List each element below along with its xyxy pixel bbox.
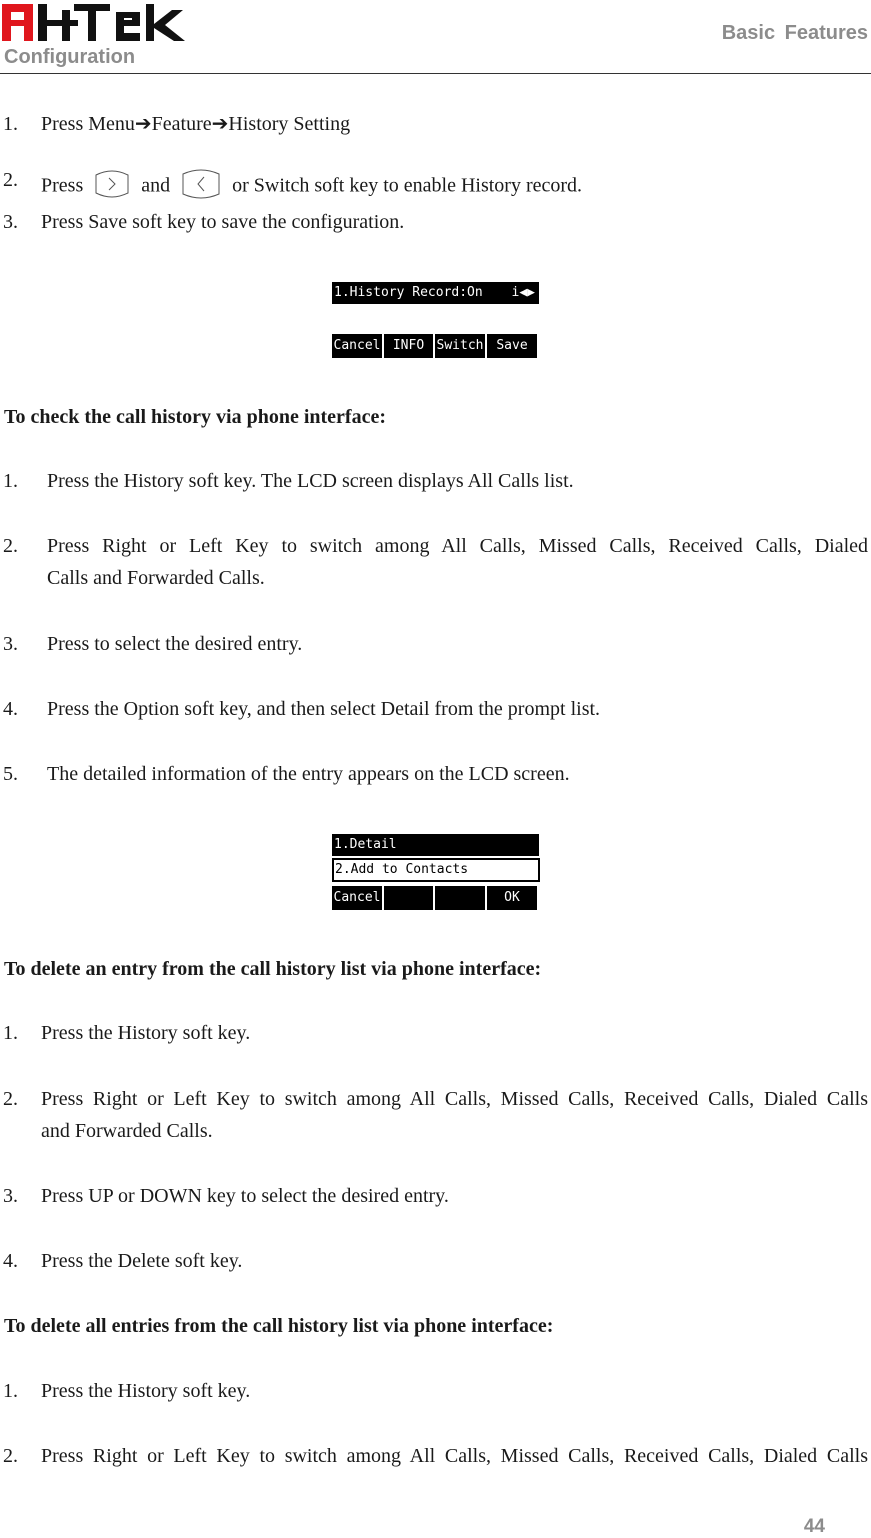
section-subtitle: Configuration [4, 46, 136, 68]
softkey-switch: Switch [435, 334, 485, 358]
right-nav-key-icon [94, 169, 130, 205]
lcd-softkey-bar [332, 334, 537, 358]
info-arrows-icon: i◀▶ [511, 285, 535, 300]
heading-delete-entry: To delete an entry from the call history list via phone interface: [4, 958, 542, 980]
softkey-empty [384, 886, 433, 910]
left-nav-key-icon [181, 168, 221, 206]
header-divider [0, 73, 871, 74]
softkey-info: INFO [384, 334, 433, 358]
heading-delete-all: To delete all entries from the call history list via phone interface: [4, 1315, 554, 1337]
softkey-ok: OK [487, 886, 537, 910]
softkey-cancel: Cancel [332, 886, 382, 910]
softkey-cancel: Cancel [332, 334, 382, 358]
lcd-softkey-bar-2 [332, 886, 537, 910]
arrow-right-icon: ➔ [211, 113, 229, 135]
section-title: Basic Features [721, 22, 868, 44]
page-number: 44 [803, 1516, 825, 1537]
softkey-save: Save [487, 334, 537, 358]
lcd-history-record-line: 1.History Record:On i◀▶ [332, 282, 539, 304]
heading-check-history: To check the call history via phone interface: [4, 406, 387, 428]
htek-logo [2, 2, 192, 49]
lcd-item-add-contacts: 2.Add to Contacts [332, 858, 540, 882]
arrow-right-icon: ➔ [134, 113, 152, 135]
softkey-empty [435, 886, 485, 910]
lcd-item-detail: 1.Detail [332, 834, 539, 856]
